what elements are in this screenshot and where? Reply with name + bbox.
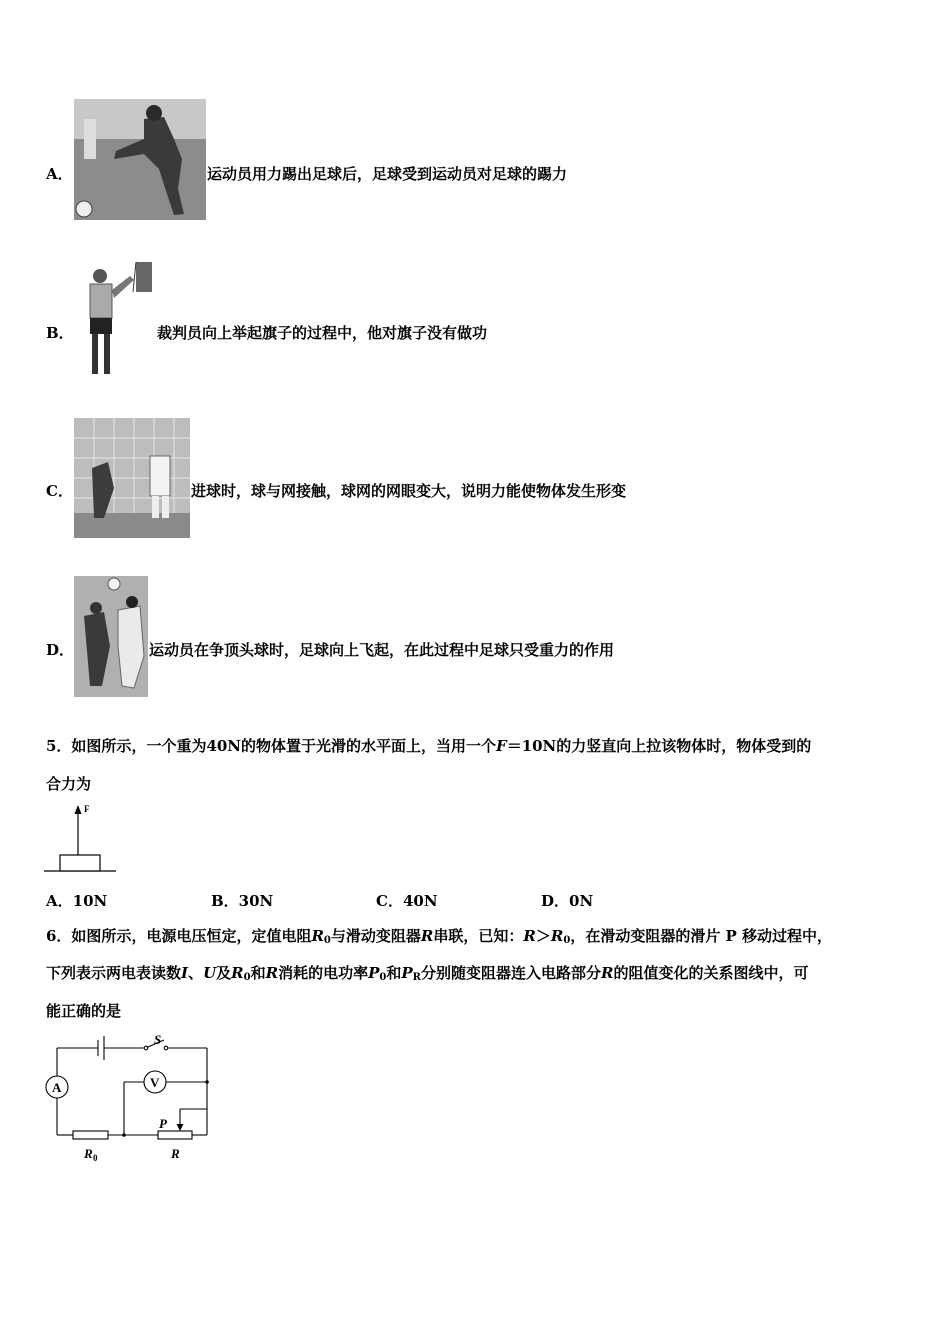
option-letter: D．	[46, 641, 75, 659]
r0-label: R	[84, 1146, 93, 1161]
option-letter: B．	[46, 324, 74, 342]
question-5-line-1: 5．如图所示，一个重为40N的物体置于光滑的水平面上，当用一个F＝10N的力竖直向上拉该物体时，物体受到的	[46, 737, 812, 755]
r-label: R	[171, 1146, 180, 1161]
force-diagram	[44, 800, 120, 876]
circuit-diagram	[40, 1032, 220, 1172]
photo-kicking-player	[74, 99, 206, 220]
option-text: 运动员在争顶头球时，足球向上飞起，在此过程中足球只受重力的作用	[149, 641, 615, 659]
option-text: 进球时，球与网接触，球网的网眼变大，说明力能使物体发生形变	[191, 482, 627, 500]
force-label: F	[84, 804, 90, 814]
question-5-line-2: 合力为	[46, 775, 92, 793]
question-6-line-3: 能正确的是	[46, 1002, 122, 1020]
voltmeter-label: V	[150, 1075, 160, 1090]
option-letter: A．	[46, 165, 73, 183]
choice-d[interactable]: D．0N	[541, 892, 594, 910]
question-6-line-2: 下列表示两电表读数I、U及$R_0$和R消耗的电功率$P_0$和$P_R$分别随变阻器连入电路部分R的阻值变化的关系图线中，可	[46, 964, 809, 983]
slider-label: P	[159, 1116, 167, 1131]
switch-label: S	[154, 1032, 162, 1047]
r0-subscript: 0	[93, 1153, 98, 1163]
photo-header-duel	[74, 576, 148, 697]
choice-a[interactable]: A．10N	[46, 892, 108, 910]
photo-referee-flag	[78, 262, 154, 381]
option-letter: C．	[46, 482, 73, 500]
photo-goal-net	[74, 418, 190, 538]
option-text: 裁判员向上举起旗子的过程中，他对旗子没有做功	[157, 324, 488, 342]
question-6-line-1: 6．如图所示，电源电压恒定，定值电阻$R_0$与滑动变阻器R串联，已知：$R>R_0$，在滑动变阻器的滑片 P 移动过程中，	[46, 927, 833, 946]
ammeter-label: A	[52, 1080, 62, 1095]
choice-c[interactable]: C．40N	[376, 892, 438, 910]
choice-b[interactable]: B．30N	[211, 892, 274, 910]
option-text: 运动员用力踢出足球后，足球受到运动员对足球的踢力	[207, 165, 568, 183]
